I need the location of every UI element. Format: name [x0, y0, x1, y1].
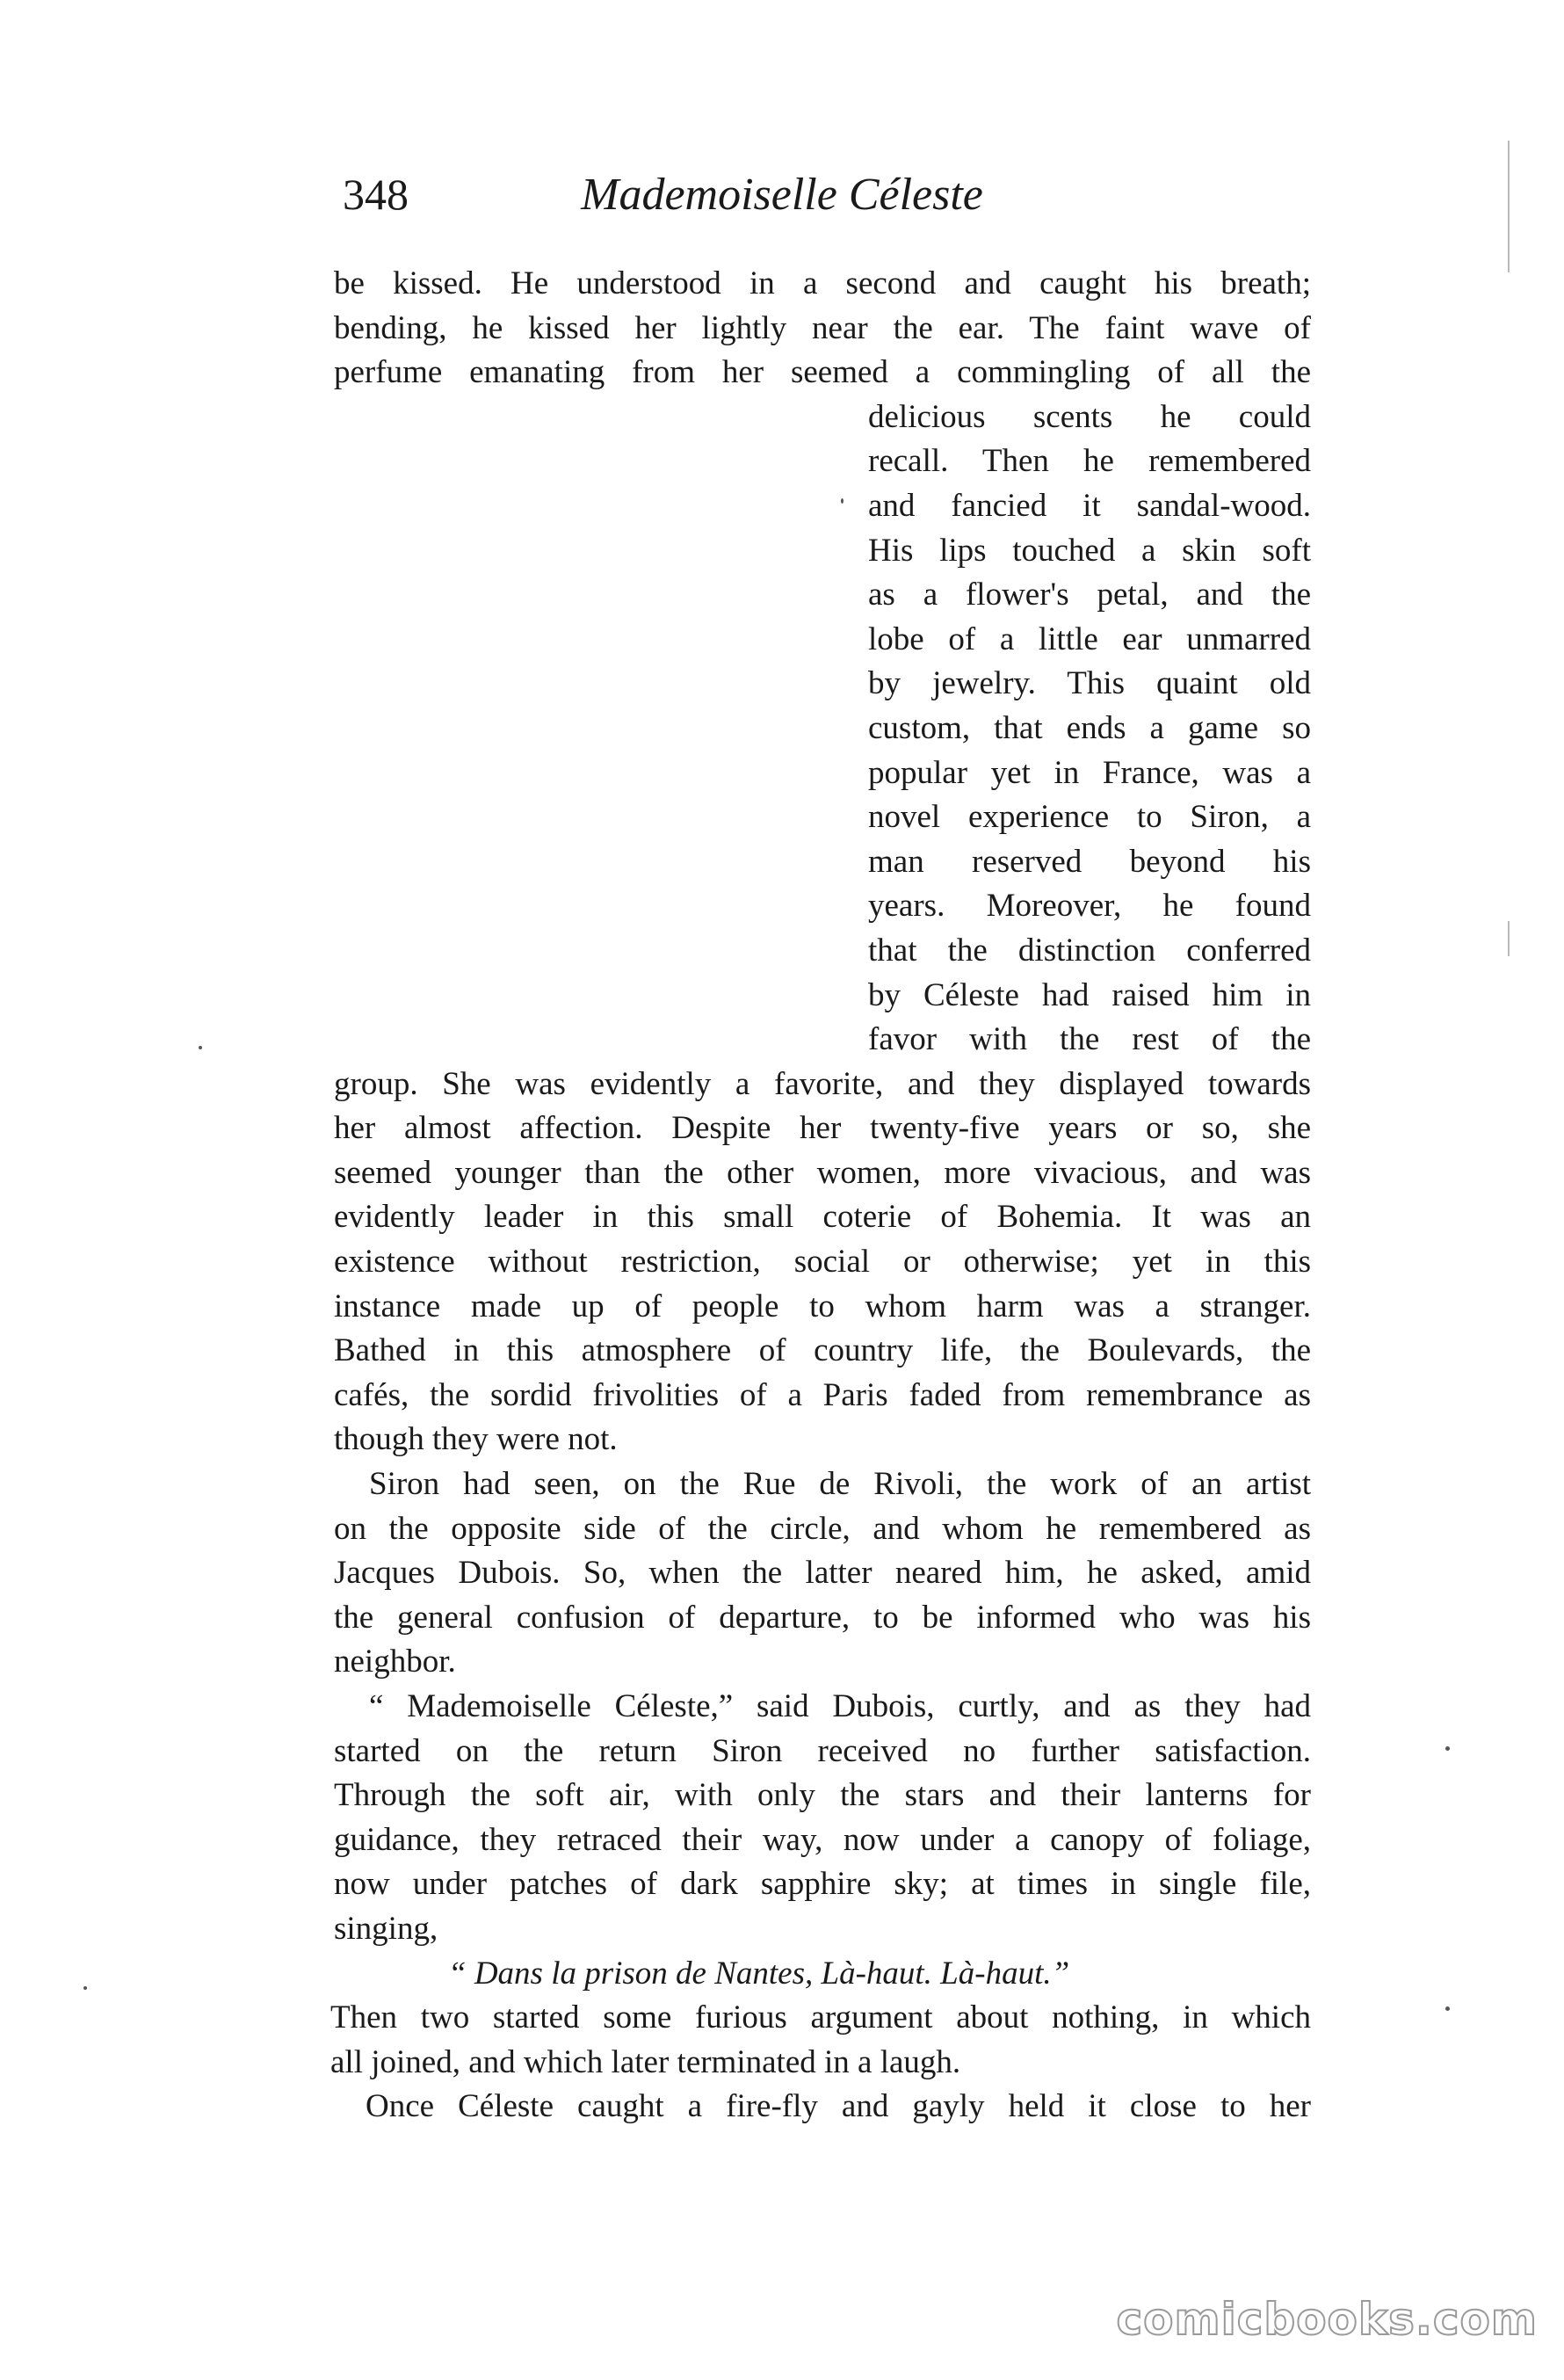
page-header: [0, 169, 1564, 230]
scan-artifact: [1508, 921, 1510, 956]
text-line: seemed younger than the other women, more vivacious, and was: [334, 1154, 1311, 1191]
text-line: neighbor.: [334, 1644, 456, 1680]
text-line: be kissed. He understood in a second and caught his breath;: [334, 265, 1311, 301]
scan-speck: [199, 1046, 202, 1049]
text-line: Then two started some furious argument about nothing, in which: [330, 1999, 1311, 2036]
text-line: instance made up of people to whom harm was a stranger.: [334, 1288, 1311, 1324]
text-line: on the opposite side of the circle, and whom he remembered as: [334, 1510, 1311, 1547]
text-line: Through the soft air, with only the stars and their lanterns for: [334, 1777, 1311, 1814]
text-line: popular yet in France, was a: [868, 754, 1311, 791]
text-line: bending, he kissed her lightly near the ear. The faint wave of: [334, 309, 1311, 346]
text-line: evidently leader in this small coterie of Bohemia. It was an: [334, 1199, 1311, 1236]
text-line: now under patches of dark sapphire sky; at times in single file,: [334, 1866, 1311, 1903]
text-line: cafés, the sordid frivolities of a Paris faded from remembrance as: [334, 1376, 1311, 1413]
text-line: the general confusion of departure, to be informed who was his: [334, 1599, 1311, 1636]
text-line: as a flower's petal, and the: [868, 577, 1311, 613]
text-line: perfume emanating from her seemed a commingling of all the: [334, 354, 1311, 391]
text-line: novel experience to Siron, a: [868, 799, 1311, 836]
text-line: Once Céleste caught a fire-fly and gayly held it close to her: [366, 2088, 1311, 2125]
text-line: group. She was evidently a favorite, and they displayed towards: [334, 1065, 1311, 1102]
scan-speck: [1445, 2006, 1450, 2011]
watermark-logo: comicbooks.com: [1116, 2294, 1538, 2345]
text-line: that the distinction conferred: [868, 932, 1311, 969]
scan-artifact: [1508, 141, 1510, 272]
text-line: lobe of a little ear unmarred: [868, 620, 1311, 657]
text-line: Bathed in this atmosphere of country life, the Boulevards, the: [334, 1332, 1311, 1369]
text-line: and fancied it sandal-wood.: [868, 487, 1311, 524]
scan-speck: [1445, 1746, 1450, 1751]
text-line: delicious scents he could: [868, 398, 1311, 435]
page-number: 348: [343, 170, 409, 219]
text-line: “ Mademoiselle Céleste,” said Dubois, curtly, and as they had: [369, 1688, 1311, 1724]
text-line: man reserved beyond his: [868, 843, 1311, 880]
text-line: Jacques Dubois. So, when the latter neared him, he asked, amid: [334, 1555, 1311, 1592]
text-line: her almost affection. Despite her twenty-five years or so, she: [334, 1110, 1311, 1147]
scan-speck: [83, 1986, 87, 1990]
text-line: singing,: [334, 1910, 438, 1947]
text-line: Siron had seen, on the Rue de Rivoli, the work of an artist: [369, 1466, 1311, 1503]
text-line: all joined, and which later terminated in a laugh.: [330, 2043, 961, 2080]
text-line: years. Moreover, he found: [868, 888, 1311, 925]
text-line: guidance, they retraced their way, now under a canopy of foliage,: [334, 1821, 1311, 1858]
text-line: His lips touched a skin soft: [868, 532, 1311, 569]
text-line: by Céleste had raised him in: [868, 976, 1311, 1013]
running-title: Mademoiselle Céleste: [581, 170, 983, 220]
song-quote: “ Dans la prison de Nantes, Là-haut. Là-haut.”: [448, 1955, 1070, 1992]
text-line: by jewelry. This quaint old: [868, 665, 1311, 702]
text-line: custom, that ends a game so: [868, 709, 1311, 746]
scan-speck: [841, 498, 844, 504]
body-text: [330, 262, 1311, 2130]
text-line: favor with the rest of the: [868, 1021, 1311, 1058]
text-line: started on the return Siron received no further satisfaction.: [334, 1732, 1311, 1769]
text-line: though they were not.: [334, 1421, 618, 1458]
text-line: existence without restriction, social or otherwise; yet in this: [334, 1244, 1311, 1281]
text-line: recall. Then he remembered: [868, 443, 1311, 480]
